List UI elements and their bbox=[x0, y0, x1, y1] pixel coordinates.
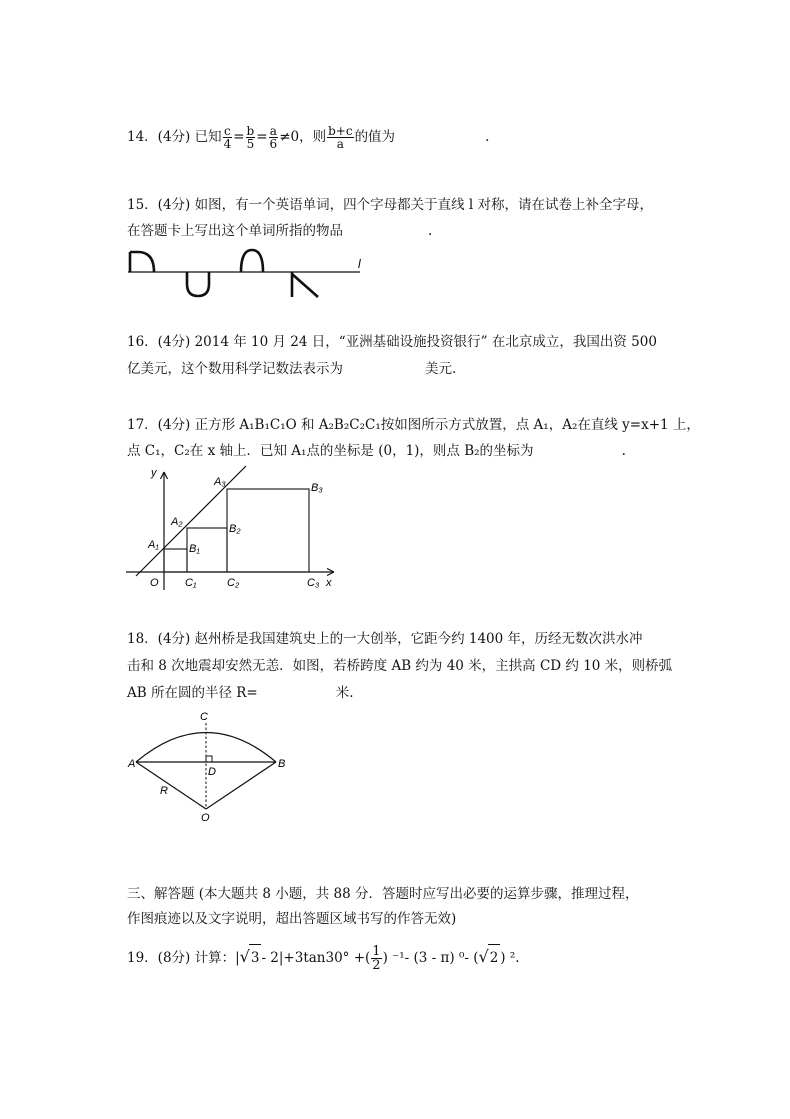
sqrt-symbol: √ bbox=[478, 947, 489, 966]
q14-prefix: 14．(4分) 已知 bbox=[127, 129, 222, 145]
line-label-l: l bbox=[358, 257, 361, 271]
label-a3: A₃ bbox=[214, 476, 226, 488]
sqrt-symbol: √ bbox=[239, 947, 250, 966]
question-19: 19．(8分) 计算：|√3 - 2|+3tan30° +( $\frac{1}{2}$ ) ⁻¹- (3 - π) ⁰- (√2 ) ². bbox=[127, 944, 520, 973]
question-14: 14．(4分) 已知 $\frac{c}{4}$ = $\frac{b}{5}$ = $\frac{a}{6}$ ≠0，则 $\frac{b+c}{a}$ 的值为 . bbox=[127, 124, 490, 151]
letter-d-half bbox=[130, 252, 154, 272]
square-1 bbox=[164, 549, 187, 572]
label-c: C bbox=[200, 711, 208, 723]
sqrt-3-radicand: 3 bbox=[249, 944, 262, 971]
label-a1: A₁ bbox=[148, 539, 159, 551]
question-18-line-1: 18．(4分) 赵州桥是我国建筑史上的一大创举，它距今约 1400 年，历经无数次洪水冲 bbox=[127, 631, 643, 647]
fraction-b-over-5: $\frac{b}{5}$ bbox=[246, 124, 255, 151]
squares-on-line-figure bbox=[120, 462, 360, 594]
letter-k-half bbox=[292, 272, 318, 297]
fraction-bc-over-a: $\frac{b+c}{a}$ bbox=[328, 124, 353, 151]
section-3-line-2: 作图痕迹以及文字说明，超出答题区域书写的作答无效) bbox=[127, 911, 457, 927]
label-c3: C₃ bbox=[307, 577, 320, 589]
label-a2: A₂ bbox=[171, 516, 183, 528]
question-17-line-1: 17．(4分) 正方形 A₁B₁C₁O 和 A₂B₂C₂C₁按如图所示方式放置，点 A₁，A₂在直线 y=x+1 上， bbox=[127, 417, 700, 433]
label-d: D bbox=[208, 766, 216, 778]
label-c2: C₂ bbox=[227, 577, 240, 589]
letter-u-half bbox=[187, 272, 209, 296]
question-18-line-2: 击和 8 次地震却安然无恙．如图，若桥跨度 AB 约为 40 米，主拱高 CD 约 10 米，则桥弧 bbox=[127, 658, 673, 674]
line-y-equals-x-plus-1 bbox=[136, 466, 246, 576]
question-18-line-3: AB 所在圆的半径 R= 米. bbox=[127, 685, 354, 701]
question-16-line-1: 16．(4分) 2014 年 10 月 24 日，“亚洲基础设施投资银行” 在北京成立，我国出资 500 bbox=[127, 334, 657, 350]
label-b: B bbox=[278, 758, 286, 770]
question-16-line-2: 亿美元，这个数用科学记数法表示为 美元. bbox=[127, 361, 457, 377]
label-y: y bbox=[151, 467, 157, 479]
letter-c-half bbox=[241, 250, 263, 272]
fraction-c-over-4: $\frac{c}{4}$ bbox=[223, 124, 232, 151]
symmetric-letters-figure bbox=[120, 240, 380, 300]
fraction-one-half: $\frac{1}{2}$ bbox=[372, 944, 381, 973]
fraction-a-over-6: $\frac{a}{6}$ bbox=[269, 124, 278, 151]
label-o: O bbox=[201, 812, 210, 824]
question-15-line-2: 在答题卡上写出这个单词所指的物品 . bbox=[127, 223, 433, 239]
label-a: A bbox=[128, 758, 136, 770]
label-b2: B₂ bbox=[229, 523, 241, 535]
label-x: x bbox=[326, 577, 332, 589]
radius-ao bbox=[136, 762, 206, 809]
label-b1: B₁ bbox=[189, 543, 200, 555]
label-c1: C₁ bbox=[185, 577, 197, 589]
bridge-arc-figure bbox=[120, 706, 290, 826]
question-15-line-1: 15．(4分) 如图，有一个英语单词，四个字母都关于直线 l 对称，请在试卷上补全字母， bbox=[127, 197, 653, 213]
sqrt-2-radicand: 2 bbox=[488, 944, 501, 971]
label-o: O bbox=[150, 577, 159, 589]
label-r: R bbox=[160, 785, 168, 797]
question-17-line-2: 点 C₁，C₂在 x 轴上．已知 A₁点的坐标是 (0，1)，则点 B₂的坐标为 . bbox=[127, 443, 626, 459]
right-angle-mark bbox=[206, 756, 212, 762]
section-3-line-1: 三、解答题 (本大题共 8 小题，共 88 分．答题时应写出必要的运算步骤，推理过程， bbox=[127, 886, 639, 902]
radius-bo bbox=[206, 762, 276, 809]
label-b3: B₃ bbox=[311, 482, 323, 494]
